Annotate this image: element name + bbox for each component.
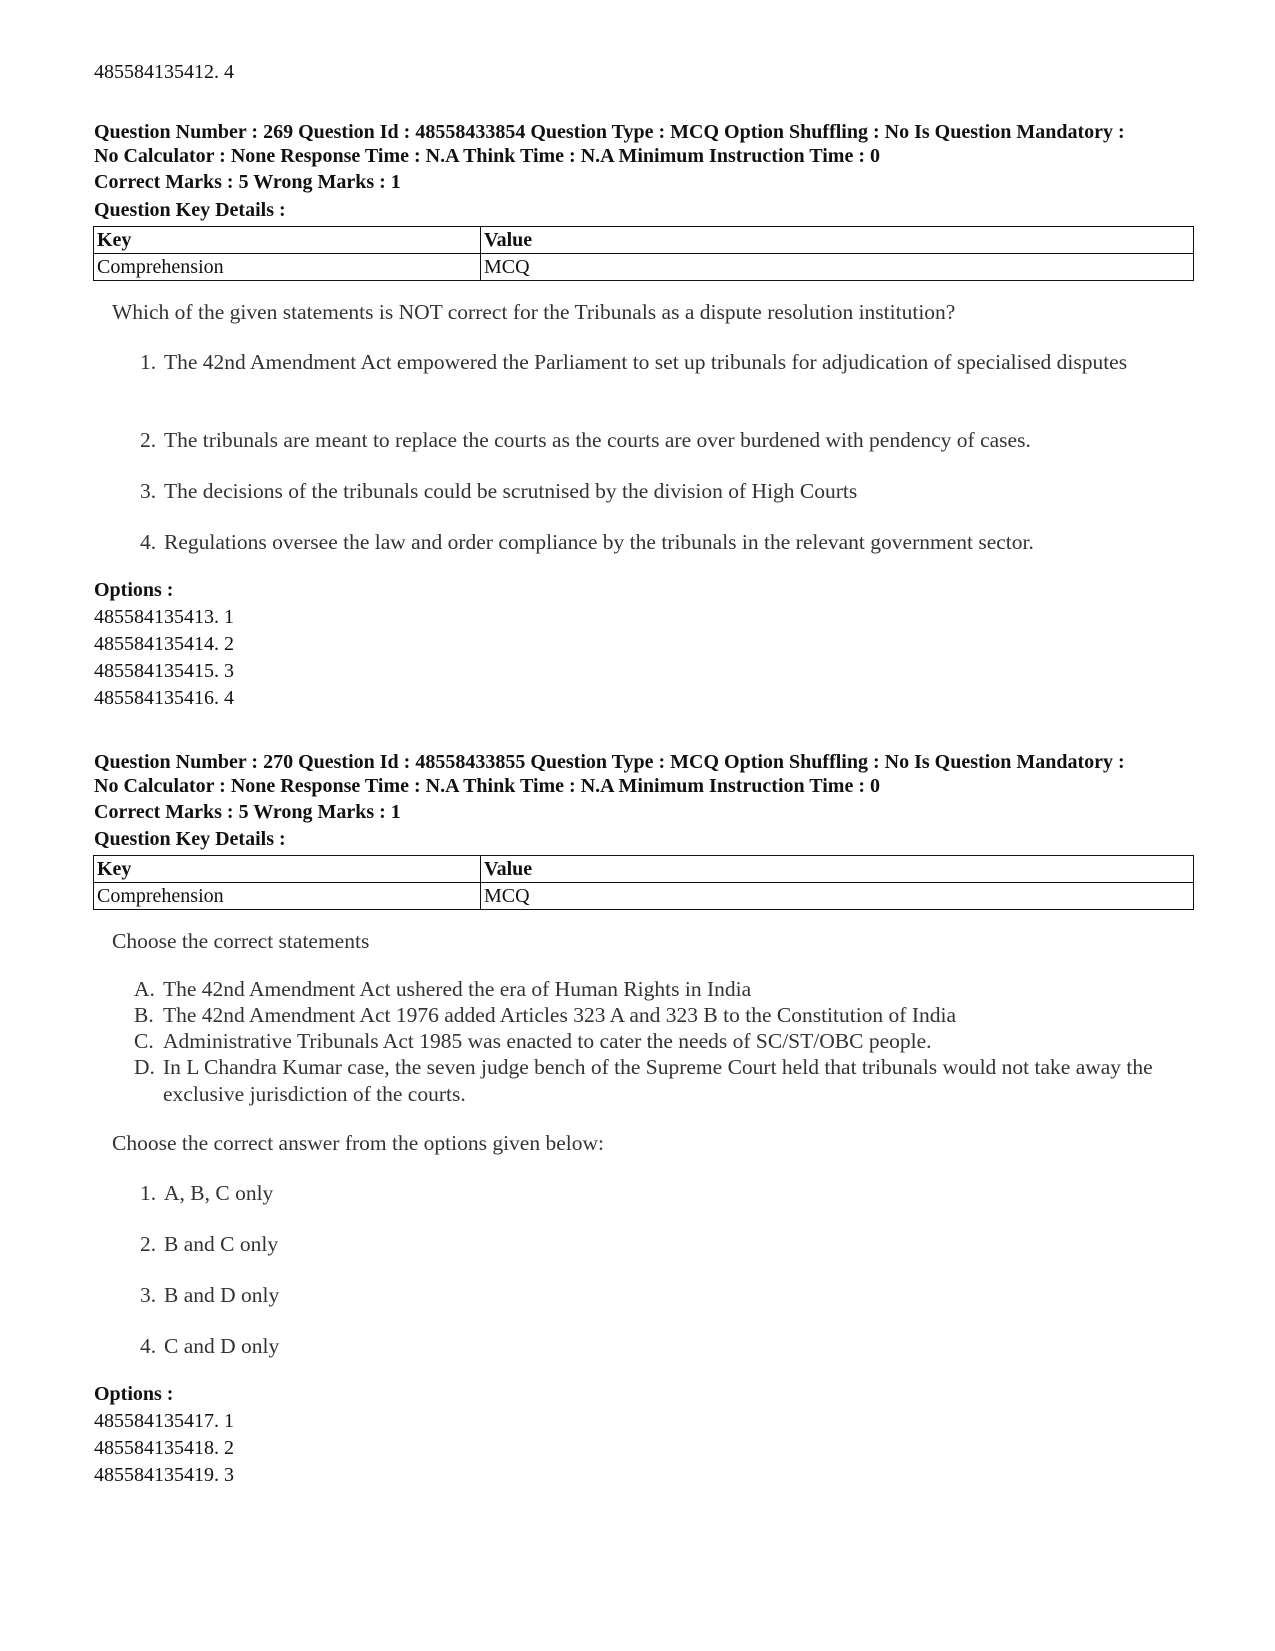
table-row <box>94 883 1194 910</box>
q270-option-3: 485584135419. 3 <box>94 1464 234 1486</box>
q270-options-label: Options : <box>94 1383 174 1405</box>
q269-key-details-label: Question Key Details : <box>94 199 286 221</box>
q270-question-text: Choose the correct statements <box>112 929 370 953</box>
q270-meta <box>94 750 1204 798</box>
q270-statement-c <box>134 1028 1184 1055</box>
q269-meta <box>94 120 1204 168</box>
choice-text: A, B, C only <box>164 1181 274 1205</box>
q270-choice-2 <box>140 1231 1140 1258</box>
q270-statement-b <box>134 1002 1184 1029</box>
q270-marks: Correct Marks : 5 Wrong Marks : 1 <box>94 801 401 823</box>
choice-text: Regulations oversee the law and order compliance by the tribunals in the relevant government sector. <box>164 530 1034 554</box>
table-header-row <box>94 227 1194 254</box>
choice-text: The 42nd Amendment Act empowered the Parliament to set up tribunals for adjudication of specialised disputes <box>164 350 1128 374</box>
q269-question-text: Which of the given statements is NOT correct for the Tribunals as a dispute resolution institution? <box>112 300 956 324</box>
prev-option-line: 485584135412. 4 <box>94 61 234 83</box>
statement-letter: B. <box>134 1003 154 1027</box>
table-header-row <box>94 856 1194 883</box>
q269-meta-line1: Question Number : 269 Question Id : 48558433854 Question Type : MCQ Option Shuffling : No Is Question Mandatory : <box>94 121 1125 143</box>
choice-text: The tribunals are meant to replace the courts as the courts are over burdened with pendency of cases. <box>164 428 1031 452</box>
choice-number: 3. <box>140 1283 157 1307</box>
statement-letter: C. <box>134 1029 154 1053</box>
q269-options-label: Options : <box>94 579 174 601</box>
q270-option-2: 485584135418. 2 <box>94 1437 234 1459</box>
table-header-key: Key <box>94 856 481 883</box>
q270-statement-d <box>134 1054 1184 1108</box>
statement-text: Administrative Tribunals Act 1985 was enacted to cater the needs of SC/ST/OBC people. <box>163 1029 932 1053</box>
q270-choice-3 <box>140 1282 1140 1309</box>
statement-letter: D. <box>134 1055 155 1079</box>
choice-number: 1. <box>140 1181 157 1205</box>
q269-option-3: 485584135415. 3 <box>94 660 234 682</box>
table-cell-value: MCQ <box>481 254 1194 281</box>
q270-key-details-label: Question Key Details : <box>94 828 286 850</box>
choice-number: 4. <box>140 1334 157 1358</box>
statement-text: In L Chandra Kumar case, the seven judge bench of the Supreme Court held that tribunals would not take away the exclusive jurisdiction of the courts. <box>163 1055 1153 1106</box>
choice-number: 2. <box>140 428 157 452</box>
q270-option-1: 485584135417. 1 <box>94 1410 234 1432</box>
choice-text: B and D only <box>164 1283 280 1307</box>
table-header-key: Key <box>94 227 481 254</box>
table-cell-value: MCQ <box>481 883 1194 910</box>
table-cell-key: Comprehension <box>94 254 481 281</box>
choice-text: B and C only <box>164 1232 279 1256</box>
table-row <box>94 254 1194 281</box>
q270-meta-line2: No Calculator : None Response Time : N.A Think Time : N.A Minimum Instruction Time : 0 <box>94 775 880 797</box>
q269-choice-4 <box>140 529 1140 556</box>
q270-choice-4 <box>140 1333 1140 1360</box>
choice-text: C and D only <box>164 1334 280 1358</box>
choice-number: 4. <box>140 530 157 554</box>
q269-marks: Correct Marks : 5 Wrong Marks : 1 <box>94 171 401 193</box>
choice-text: The decisions of the tribunals could be scrutnised by the division of High Courts <box>164 479 858 503</box>
q270-statement-a <box>134 976 1184 1003</box>
q269-option-4: 485584135416. 4 <box>94 687 234 709</box>
q270-meta-line1: Question Number : 270 Question Id : 48558433855 Question Type : MCQ Option Shuffling : No Is Question Mandatory : <box>94 751 1125 773</box>
q269-meta-line2: No Calculator : None Response Time : N.A Think Time : N.A Minimum Instruction Time : 0 <box>94 145 880 167</box>
choice-number: 3. <box>140 479 157 503</box>
q269-choice-1 <box>140 349 1140 376</box>
statement-letter: A. <box>134 977 155 1001</box>
table-header-value: Value <box>481 227 1194 254</box>
q269-option-1: 485584135413. 1 <box>94 606 234 628</box>
q269-choice-3 <box>140 478 1140 505</box>
q270-instruction: Choose the correct answer from the options given below: <box>112 1131 604 1155</box>
q269-choice-2 <box>140 427 1140 454</box>
q270-key-table <box>93 855 1194 910</box>
statement-text: The 42nd Amendment Act 1976 added Articles 323 A and 323 B to the Constitution of India <box>163 1003 957 1027</box>
choice-number: 1. <box>140 350 157 374</box>
q269-option-2: 485584135414. 2 <box>94 633 234 655</box>
statement-text: The 42nd Amendment Act ushered the era of Human Rights in India <box>163 977 752 1001</box>
table-cell-key: Comprehension <box>94 883 481 910</box>
choice-number: 2. <box>140 1232 157 1256</box>
table-header-value: Value <box>481 856 1194 883</box>
q269-key-table <box>93 226 1194 281</box>
q270-choice-1 <box>140 1180 1140 1207</box>
